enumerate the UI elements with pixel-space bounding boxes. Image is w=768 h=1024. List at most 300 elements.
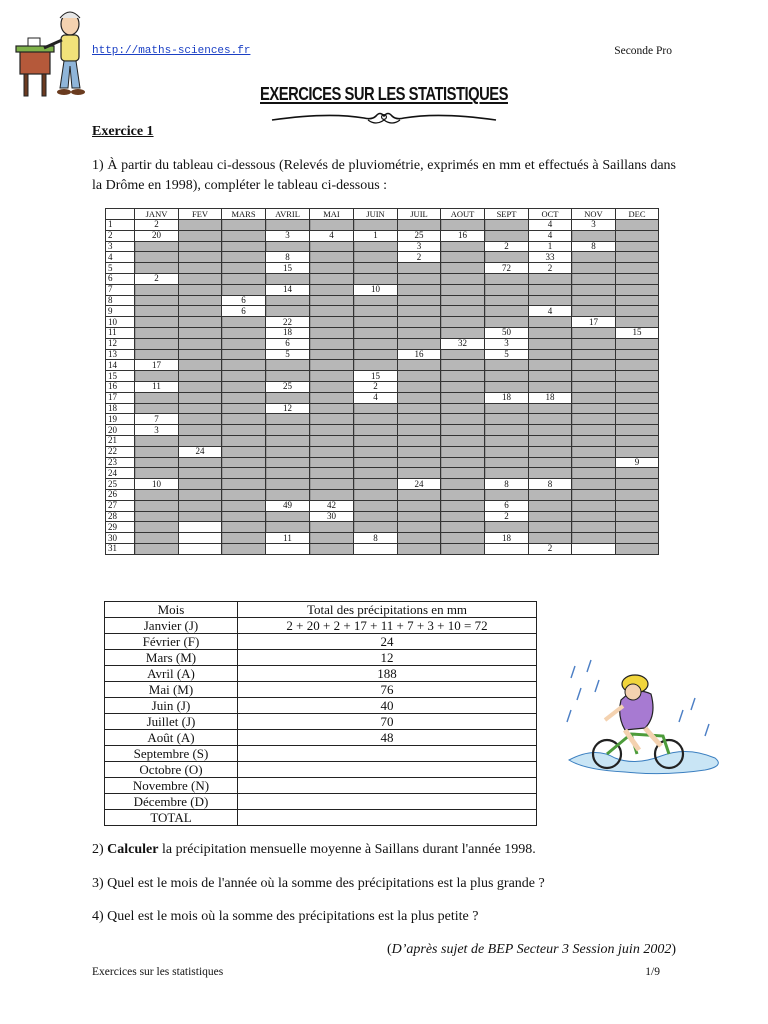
no-rain-cell — [616, 468, 659, 479]
no-rain-cell — [441, 284, 485, 295]
rainfall-value: 7 — [135, 414, 179, 425]
no-rain-cell — [354, 522, 398, 533]
month-total[interactable]: 48 — [238, 730, 537, 746]
no-rain-cell — [616, 489, 659, 500]
no-rain-cell — [529, 425, 572, 436]
table-row — [106, 220, 659, 231]
no-rain-cell — [572, 273, 616, 284]
table-row — [106, 381, 659, 392]
rainfall-value: 2 — [485, 241, 529, 252]
no-rain-cell — [354, 349, 398, 360]
rainfall-value: 15 — [616, 327, 659, 338]
source-text: D’après sujet de BEP Secteur 3 Session juin 2002 — [391, 942, 672, 957]
rainfall-header-row — [106, 209, 659, 220]
no-rain-cell — [485, 252, 529, 263]
no-rain-cell — [441, 360, 485, 371]
day-number: 26 — [106, 489, 135, 500]
day-number: 8 — [106, 295, 135, 306]
day-number: 25 — [106, 479, 135, 490]
no-rain-cell — [266, 446, 310, 457]
no-rain-cell — [529, 435, 572, 446]
no-rain-cell — [616, 317, 659, 328]
day-number: 24 — [106, 468, 135, 479]
no-rain-cell — [310, 327, 354, 338]
rainfall-value: 17 — [135, 360, 179, 371]
no-rain-cell — [222, 381, 266, 392]
no-rain-cell — [310, 220, 354, 231]
table-row — [106, 403, 659, 414]
no-rain-cell — [135, 522, 179, 533]
month-header: SEPT — [485, 209, 529, 220]
no-rain-cell — [310, 338, 354, 349]
month-total[interactable]: 40 — [238, 698, 537, 714]
table-row — [106, 263, 659, 274]
rainfall-value: 1 — [529, 241, 572, 252]
rainfall-value: 2 — [485, 511, 529, 522]
no-rain-cell — [398, 414, 441, 425]
footer-title: Exercices sur les statistiques — [92, 966, 224, 978]
no-rain-cell — [179, 273, 222, 284]
page-title — [69, 84, 699, 105]
no-rain-cell — [310, 425, 354, 436]
no-rain-cell — [310, 317, 354, 328]
table-row — [106, 338, 659, 349]
month-total[interactable] — [238, 778, 537, 794]
rainfall-value: 16 — [398, 349, 441, 360]
no-rain-cell — [222, 317, 266, 328]
no-rain-cell — [179, 414, 222, 425]
day-number: 7 — [106, 284, 135, 295]
rainfall-value: 10 — [354, 284, 398, 295]
table-row — [105, 730, 537, 746]
no-rain-cell — [135, 489, 179, 500]
no-rain-cell — [266, 220, 310, 231]
no-rain-cell — [441, 468, 485, 479]
no-rain-cell — [485, 295, 529, 306]
no-rain-cell — [222, 403, 266, 414]
no-rain-cell — [222, 425, 266, 436]
day-number: 14 — [106, 360, 135, 371]
table-row — [106, 230, 659, 241]
day-number: 9 — [106, 306, 135, 317]
no-rain-cell — [310, 252, 354, 263]
no-rain-cell — [529, 457, 572, 468]
no-rain-cell — [266, 273, 310, 284]
no-rain-cell — [441, 543, 485, 554]
column-header: Mois — [105, 602, 238, 618]
no-rain-cell — [529, 511, 572, 522]
source-close: ) — [671, 942, 676, 957]
table-row — [106, 241, 659, 252]
no-rain-cell — [441, 252, 485, 263]
month-label: Janvier (J) — [105, 618, 238, 634]
no-rain-cell — [222, 220, 266, 231]
rainfall-value: 8 — [354, 533, 398, 544]
month-header: FEV — [179, 209, 222, 220]
rainfall-value: 14 — [266, 284, 310, 295]
no-rain-cell — [222, 500, 266, 511]
no-rain-cell — [310, 381, 354, 392]
rainfall-value: 72 — [485, 263, 529, 274]
no-rain-cell — [310, 457, 354, 468]
no-rain-cell — [179, 392, 222, 403]
no-rain-cell — [529, 500, 572, 511]
month-label: Août (A) — [105, 730, 238, 746]
no-rain-cell — [529, 273, 572, 284]
class-level: Seconde Pro — [614, 45, 672, 57]
table-row — [106, 317, 659, 328]
no-rain-cell — [485, 220, 529, 231]
rainfall-value: 20 — [135, 230, 179, 241]
table-row — [106, 349, 659, 360]
no-rain-cell — [354, 220, 398, 231]
no-rain-cell — [179, 511, 222, 522]
monthly-totals-body — [105, 602, 537, 826]
table-row — [105, 698, 537, 714]
no-rain-cell — [398, 327, 441, 338]
month-total[interactable] — [238, 810, 537, 826]
no-rain-cell — [310, 306, 354, 317]
no-rain-cell — [266, 489, 310, 500]
no-rain-cell — [179, 489, 222, 500]
month-header: AOUT — [441, 209, 485, 220]
no-rain-cell — [572, 468, 616, 479]
rainfall-value: 3 — [266, 230, 310, 241]
no-rain-cell — [529, 295, 572, 306]
rainfall-value: 3 — [398, 241, 441, 252]
no-rain-cell — [616, 230, 659, 241]
page-number: 1/9 — [645, 966, 660, 978]
no-rain-cell — [572, 252, 616, 263]
month-label: Février (F) — [105, 634, 238, 650]
no-rain-cell — [135, 241, 179, 252]
no-rain-cell — [354, 263, 398, 274]
no-rain-cell — [616, 414, 659, 425]
no-rain-cell — [135, 263, 179, 274]
no-rain-cell — [135, 371, 179, 382]
rainfall-value: 25 — [398, 230, 441, 241]
no-rain-cell — [616, 220, 659, 231]
no-rain-cell — [179, 317, 222, 328]
no-rain-cell — [179, 220, 222, 231]
no-rain-cell — [222, 457, 266, 468]
table-row — [106, 284, 659, 295]
no-rain-cell — [441, 241, 485, 252]
no-rain-cell — [179, 381, 222, 392]
no-rain-cell — [572, 479, 616, 490]
no-rain-cell — [222, 511, 266, 522]
question-1: 1) À partir du tableau ci-dessous (Relevés de pluviométrie, exprimés en mm et effectués à Saillans dans la Drôme en 1998), compléter le tableau ci-dessous : — [92, 158, 676, 193]
question-2-keyword: Calculer — [107, 842, 159, 857]
rainfall-value: 22 — [266, 317, 310, 328]
no-rain-cell — [354, 479, 398, 490]
no-rain-cell — [572, 457, 616, 468]
table-row — [106, 360, 659, 371]
no-rain-cell — [135, 533, 179, 544]
no-rain-cell — [135, 252, 179, 263]
no-rain-cell — [572, 500, 616, 511]
no-rain-cell — [179, 284, 222, 295]
no-rain-cell — [222, 392, 266, 403]
no-rain-cell — [222, 479, 266, 490]
day-number: 28 — [106, 511, 135, 522]
rainfall-value: 2 — [398, 252, 441, 263]
empty-cell — [179, 533, 222, 544]
table-row — [106, 522, 659, 533]
no-rain-cell — [616, 252, 659, 263]
website-link[interactable]: http://maths-sciences.fr — [92, 45, 251, 57]
no-rain-cell — [354, 435, 398, 446]
no-rain-cell — [398, 435, 441, 446]
no-rain-cell — [616, 284, 659, 295]
no-rain-cell — [310, 371, 354, 382]
month-label: Juin (J) — [105, 698, 238, 714]
no-rain-cell — [398, 392, 441, 403]
no-rain-cell — [485, 489, 529, 500]
no-rain-cell — [310, 435, 354, 446]
day-number: 11 — [106, 327, 135, 338]
no-rain-cell — [398, 489, 441, 500]
no-rain-cell — [485, 403, 529, 414]
empty-cell — [179, 522, 222, 533]
no-rain-cell — [572, 263, 616, 274]
month-header: DEC — [616, 209, 659, 220]
table-row — [105, 746, 537, 762]
no-rain-cell — [616, 479, 659, 490]
no-rain-cell — [179, 338, 222, 349]
table-row — [106, 500, 659, 511]
no-rain-cell — [310, 273, 354, 284]
no-rain-cell — [529, 360, 572, 371]
no-rain-cell — [222, 522, 266, 533]
no-rain-cell — [354, 317, 398, 328]
no-rain-cell — [441, 317, 485, 328]
no-rain-cell — [222, 273, 266, 284]
rainfall-value: 11 — [266, 533, 310, 544]
month-total[interactable]: 188 — [238, 666, 537, 682]
table-row — [106, 489, 659, 500]
no-rain-cell — [354, 468, 398, 479]
no-rain-cell — [222, 338, 266, 349]
no-rain-cell — [179, 435, 222, 446]
no-rain-cell — [616, 263, 659, 274]
day-number: 13 — [106, 349, 135, 360]
no-rain-cell — [572, 360, 616, 371]
no-rain-cell — [135, 338, 179, 349]
no-rain-cell — [572, 284, 616, 295]
no-rain-cell — [179, 263, 222, 274]
no-rain-cell — [310, 522, 354, 533]
no-rain-cell — [179, 457, 222, 468]
rainfall-value: 8 — [572, 241, 616, 252]
table-row — [106, 414, 659, 425]
no-rain-cell — [354, 273, 398, 284]
no-rain-cell — [616, 435, 659, 446]
rainfall-value: 18 — [529, 392, 572, 403]
no-rain-cell — [398, 263, 441, 274]
no-rain-cell — [398, 317, 441, 328]
month-header: JANV — [135, 209, 179, 220]
no-rain-cell — [441, 511, 485, 522]
no-rain-cell — [485, 435, 529, 446]
no-rain-cell — [441, 522, 485, 533]
no-rain-cell — [529, 317, 572, 328]
rainfall-value: 4 — [529, 306, 572, 317]
no-rain-cell — [485, 371, 529, 382]
month-header: JUIL — [398, 209, 441, 220]
no-rain-cell — [529, 468, 572, 479]
no-rain-cell — [354, 457, 398, 468]
no-rain-cell — [354, 360, 398, 371]
no-rain-cell — [398, 360, 441, 371]
rainfall-value: 8 — [529, 479, 572, 490]
no-rain-cell — [266, 414, 310, 425]
no-rain-cell — [135, 284, 179, 295]
no-rain-cell — [441, 425, 485, 436]
no-rain-cell — [179, 327, 222, 338]
rainfall-value: 2 — [354, 381, 398, 392]
no-rain-cell — [398, 273, 441, 284]
table-row — [105, 682, 537, 698]
no-rain-cell — [616, 446, 659, 457]
no-rain-cell — [529, 489, 572, 500]
no-rain-cell — [572, 446, 616, 457]
month-total[interactable] — [238, 794, 537, 810]
no-rain-cell — [441, 295, 485, 306]
no-rain-cell — [485, 230, 529, 241]
month-header: OCT — [529, 209, 572, 220]
no-rain-cell — [354, 306, 398, 317]
day-number: 30 — [106, 533, 135, 544]
no-rain-cell — [529, 381, 572, 392]
rainfall-value: 24 — [398, 479, 441, 490]
no-rain-cell — [616, 403, 659, 414]
no-rain-cell — [616, 360, 659, 371]
rainfall-value: 2 — [135, 220, 179, 231]
no-rain-cell — [572, 435, 616, 446]
no-rain-cell — [441, 479, 485, 490]
table-row — [105, 794, 537, 810]
no-rain-cell — [222, 446, 266, 457]
no-rain-cell — [441, 414, 485, 425]
empty-cell — [354, 543, 398, 554]
no-rain-cell — [398, 533, 441, 544]
no-rain-cell — [529, 338, 572, 349]
no-rain-cell — [616, 381, 659, 392]
no-rain-cell — [485, 457, 529, 468]
day-number: 19 — [106, 414, 135, 425]
no-rain-cell — [135, 446, 179, 457]
no-rain-cell — [572, 371, 616, 382]
table-row — [106, 295, 659, 306]
month-total[interactable]: 12 — [238, 650, 537, 666]
month-total[interactable] — [238, 746, 537, 762]
no-rain-cell — [441, 446, 485, 457]
month-label: Septembre (S) — [105, 746, 238, 762]
month-total[interactable]: 2 + 20 + 2 + 17 + 11 + 7 + 3 + 10 = 72 — [238, 618, 537, 634]
no-rain-cell — [310, 263, 354, 274]
rainfall-value: 50 — [485, 327, 529, 338]
no-rain-cell — [572, 533, 616, 544]
no-rain-cell — [485, 284, 529, 295]
no-rain-cell — [222, 468, 266, 479]
no-rain-cell — [179, 349, 222, 360]
no-rain-cell — [179, 241, 222, 252]
no-rain-cell — [572, 338, 616, 349]
no-rain-cell — [135, 327, 179, 338]
no-rain-cell — [572, 381, 616, 392]
no-rain-cell — [266, 371, 310, 382]
page-title-text: EXERCICES SUR LES STATISTIQUES — [260, 84, 508, 104]
no-rain-cell — [135, 500, 179, 511]
rainfall-value: 2 — [135, 273, 179, 284]
rainfall-body — [106, 220, 659, 555]
month-total[interactable]: 24 — [238, 634, 537, 650]
rainfall-value: 15 — [354, 371, 398, 382]
no-rain-cell — [266, 468, 310, 479]
no-rain-cell — [441, 371, 485, 382]
totals-header-row — [105, 602, 537, 618]
rainfall-value: 6 — [266, 338, 310, 349]
no-rain-cell — [616, 533, 659, 544]
no-rain-cell — [135, 468, 179, 479]
no-rain-cell — [179, 500, 222, 511]
no-rain-cell — [222, 349, 266, 360]
day-number: 29 — [106, 522, 135, 533]
rainfall-value: 4 — [354, 392, 398, 403]
no-rain-cell — [310, 414, 354, 425]
day-number: 1 — [106, 220, 135, 231]
monthly-totals-table — [104, 601, 537, 826]
no-rain-cell — [398, 468, 441, 479]
table-row — [106, 511, 659, 522]
no-rain-cell — [179, 230, 222, 241]
month-label: Juillet (J) — [105, 714, 238, 730]
rainfall-value: 4 — [310, 230, 354, 241]
empty-cell — [179, 543, 222, 554]
rainfall-value: 5 — [266, 349, 310, 360]
no-rain-cell — [266, 425, 310, 436]
month-total[interactable]: 76 — [238, 682, 537, 698]
table-row — [106, 306, 659, 317]
no-rain-cell — [222, 435, 266, 446]
no-rain-cell — [354, 403, 398, 414]
question-2-text: la précipitation mensuelle moyenne à Saillans durant l'année 1998. — [158, 842, 536, 857]
rainfall-value: 25 — [266, 381, 310, 392]
table-row — [106, 327, 659, 338]
no-rain-cell — [398, 446, 441, 457]
no-rain-cell — [135, 435, 179, 446]
no-rain-cell — [266, 511, 310, 522]
no-rain-cell — [179, 371, 222, 382]
no-rain-cell — [485, 446, 529, 457]
day-number: 16 — [106, 381, 135, 392]
no-rain-cell — [354, 511, 398, 522]
table-row — [106, 273, 659, 284]
month-label: Novembre (N) — [105, 778, 238, 794]
rainfall-value: 18 — [266, 327, 310, 338]
month-total[interactable] — [238, 762, 537, 778]
question-3: 3) Quel est le mois de l'année où la somme des précipitations est la plus grande ? — [92, 876, 545, 891]
no-rain-cell — [529, 446, 572, 457]
no-rain-cell — [398, 425, 441, 436]
rainfall-value: 33 — [529, 252, 572, 263]
rainfall-value: 3 — [572, 220, 616, 231]
no-rain-cell — [354, 295, 398, 306]
month-header: JUIN — [354, 209, 398, 220]
month-total[interactable]: 70 — [238, 714, 537, 730]
no-rain-cell — [266, 295, 310, 306]
